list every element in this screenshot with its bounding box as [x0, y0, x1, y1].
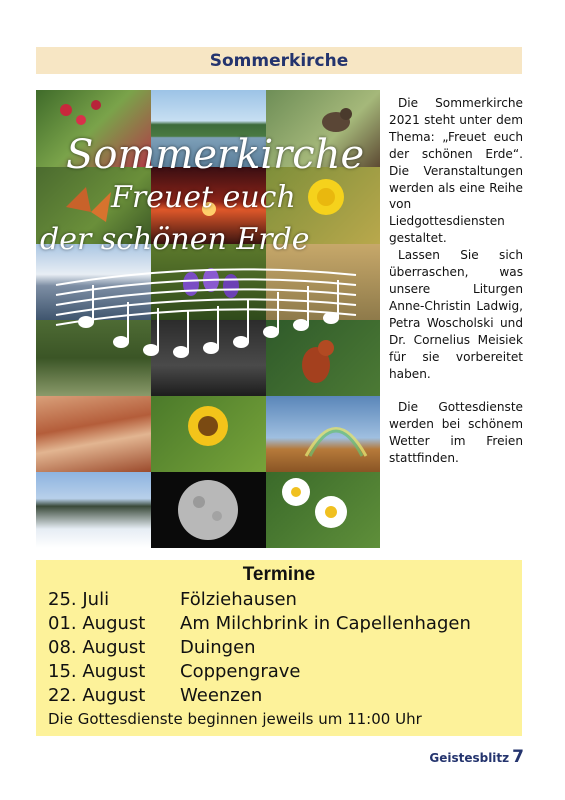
photo-berries	[36, 90, 151, 167]
page-footer	[429, 747, 524, 767]
photo-wheat	[266, 244, 380, 320]
termine-date: 08. August	[48, 637, 146, 658]
photo-dark-field	[151, 320, 266, 396]
overlay-line-2: der schönen Erde	[40, 222, 310, 257]
photo-moon	[151, 472, 266, 548]
termine-row	[48, 661, 301, 682]
photo-collage	[36, 90, 380, 548]
overlay-title: Sommerkirche	[66, 132, 365, 178]
termine-row	[48, 637, 256, 658]
header-band	[36, 47, 522, 74]
photo-sunflower	[151, 396, 266, 472]
termine-date: 01. August	[48, 613, 146, 634]
termine-footer-note: Die Gottesdienste beginnen jeweils um 11:00 Uhr	[48, 710, 422, 728]
article-text	[389, 95, 523, 467]
photo-sheep	[36, 320, 151, 396]
termine-place: Am Milchbrink in Capellenhagen	[180, 613, 471, 634]
termine-place: Fölziehausen	[180, 589, 297, 610]
termine-box	[36, 560, 522, 736]
article-paragraph-2: Lassen Sie sich überraschen, was unsere Liturgen Anne-Christin Ladwig, Petra Woscholski und Dr. Cornelius Meisiek für sie vorbereitet haben.	[389, 248, 523, 381]
photo-bird	[266, 90, 380, 167]
termine-row	[48, 613, 471, 634]
termine-heading: Termine	[242, 564, 316, 585]
termine-date: 25. Juli	[48, 589, 110, 610]
page-number: 7	[512, 747, 524, 767]
termine-row	[48, 589, 297, 610]
termine-date: 15. August	[48, 661, 146, 682]
overlay-line-1: Freuet euch	[111, 180, 296, 215]
photo-lake	[151, 90, 266, 167]
termine-row	[48, 685, 262, 706]
page-title: Sommerkirche	[209, 50, 349, 71]
article-paragraph-1: Die Sommerkirche 2021 steht unter dem Thema: „Freuet euch der schönen Erde“. Die Veranstaltungen werden als eine Reihe von Liedgottesdiensten gestaltet.	[389, 96, 523, 246]
article-paragraph-3: Die Gottesdienste werden bei schönem Wetter im Freien stattfinden.	[389, 400, 523, 466]
photo-sunset	[151, 167, 266, 244]
termine-place: Coppengrave	[180, 661, 301, 682]
photo-red-canyon	[36, 396, 151, 472]
photo-mountains	[36, 244, 151, 320]
photo-daisies	[266, 472, 380, 548]
photo-rainbow	[266, 396, 380, 472]
termine-place: Weenzen	[180, 685, 263, 706]
publication-name: Geistesblitz	[429, 751, 510, 765]
photo-butterfly	[36, 167, 151, 244]
photo-dandelion	[266, 167, 380, 244]
photo-snowy-path	[36, 472, 151, 548]
photo-squirrel	[266, 320, 380, 396]
termine-place: Duingen	[180, 637, 256, 658]
termine-date: 22. August	[48, 685, 146, 706]
photo-crocus	[151, 244, 266, 320]
